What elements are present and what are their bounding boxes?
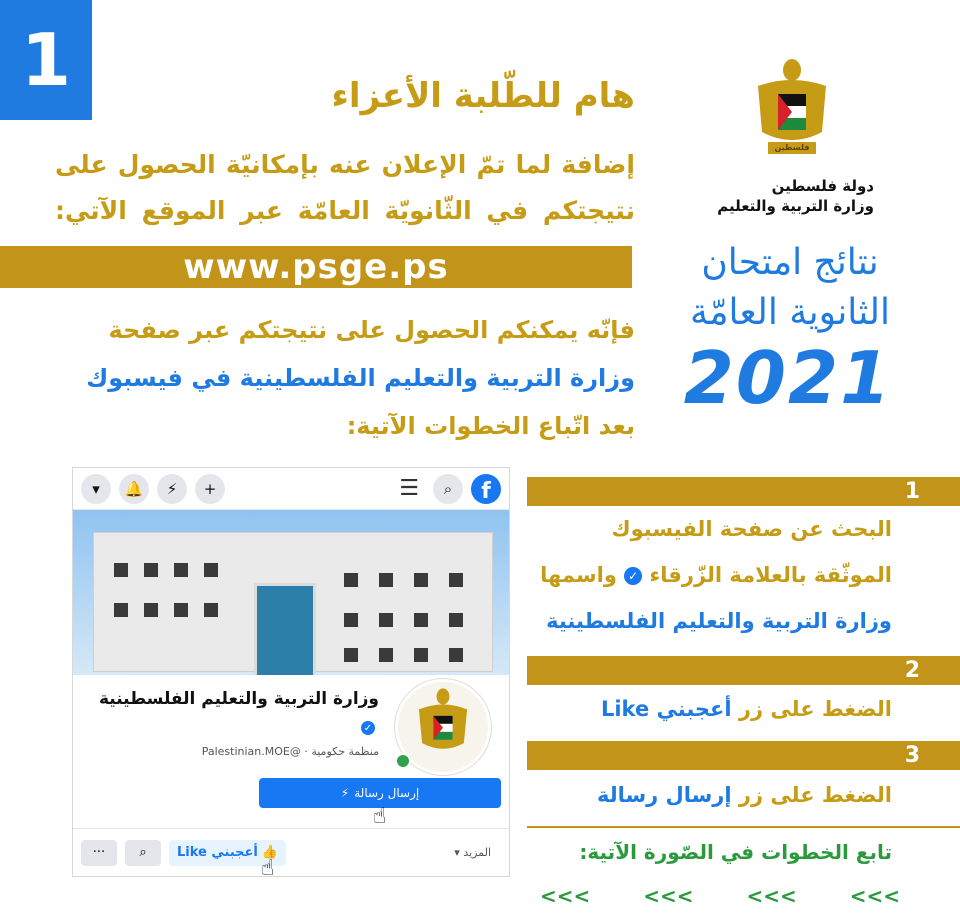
hand-cursor-icon: ☝	[373, 804, 387, 829]
cta-line-2: وزارة التربية والتعليم الفلسطينية في فيسبوك	[86, 364, 635, 392]
more-options-button[interactable]: ···	[81, 840, 117, 866]
more-tab[interactable]: المزيد ▾	[454, 846, 491, 859]
thumbs-up-icon: 👍	[261, 845, 279, 860]
arrow-icon: <<<	[540, 884, 591, 908]
results-line-2: الثانوية العامّة	[689, 292, 891, 333]
step-1-text	[532, 506, 892, 644]
step-2-action: الضغط على زر	[738, 697, 892, 721]
state-line-1: دولة فلسطين	[771, 177, 874, 195]
facebook-instructions	[55, 306, 635, 450]
number-badge: 1	[0, 0, 92, 120]
page-search-button[interactable]: ⌕	[125, 840, 161, 866]
cta-line-3: بعد اتّباع الخطوات الآتية:	[346, 412, 635, 440]
step-1-header: 1	[527, 477, 960, 506]
intro-text: إضافة لما تمّ الإعلان عنه بإمكانيّة الحصول على نتيجتكم في الثّانويّة العامّة عبر الموقع الآتي:	[55, 150, 635, 225]
step-3-target: إرسال رسالة	[596, 783, 732, 807]
online-status-dot	[395, 753, 411, 769]
section-divider	[527, 826, 960, 828]
plus-icon[interactable]: +	[195, 474, 225, 504]
facebook-logo-icon[interactable]: f	[471, 474, 501, 504]
building-image	[93, 532, 493, 672]
seal-caption: فلسطين	[774, 143, 810, 152]
step-1-line-2: الموثّقة بالعلامة الزّرقاء ✓ واسمها	[540, 563, 892, 587]
message-button-label: إرسال رسالة	[354, 786, 420, 800]
step-2-target: أعجبني Like	[600, 697, 732, 721]
page-actions-bar	[73, 828, 509, 876]
verified-badge-icon: ✓	[361, 721, 375, 735]
facebook-page-mockup	[72, 467, 510, 877]
arrow-icon: <<<	[746, 884, 797, 908]
facebook-top-bar	[73, 468, 509, 510]
notifications-icon[interactable]: 🔔	[119, 474, 149, 504]
search-icon[interactable]: ⌕	[433, 474, 463, 504]
page-heading: هام للطّلبة الأعزاء	[331, 76, 635, 116]
follow-steps-text: تابع الخطوات في الصّورة الآتية:	[579, 840, 892, 864]
menu-icon[interactable]: ☰	[399, 476, 419, 501]
state-name	[712, 176, 874, 216]
arrow-icon: <<<	[849, 884, 900, 908]
like-button-label: أعجبني Like	[177, 845, 258, 860]
account-dropdown-icon[interactable]: ▾	[81, 474, 111, 504]
results-title	[660, 238, 920, 338]
arrow-indicators	[540, 884, 900, 908]
messenger-icon: ⚡	[340, 786, 350, 800]
step-1-line-1: البحث عن صفحة الفيسبوك	[611, 517, 892, 541]
step-1-line-3: وزارة التربية والتعليم الفلسطينية	[546, 609, 892, 633]
results-line-1: نتائج امتحان	[701, 242, 879, 283]
eagle-emblem-icon	[398, 682, 488, 772]
page-category-handle: منظمة حكومية · @Palestinian.MOE	[201, 745, 379, 758]
cta-line-1: فإنّه يمكنكم الحصول على نتيجتكم عبر صفحة	[108, 316, 635, 344]
messenger-icon[interactable]: ⚡	[157, 474, 187, 504]
step-3-header: 3	[527, 741, 960, 770]
profile-section	[73, 675, 509, 795]
arrow-icon: <<<	[643, 884, 694, 908]
hand-cursor-icon: ☝	[261, 856, 275, 877]
step-3-action: الضغط على زر	[738, 783, 892, 807]
state-line-2: وزارة التربية والتعليم	[717, 197, 874, 215]
building-tower	[254, 583, 316, 675]
page-name[interactable]: وزارة التربية والتعليم الفلسطينية	[98, 689, 379, 709]
step-3-text	[532, 772, 892, 818]
ministry-logo	[712, 56, 874, 216]
cover-photo	[73, 510, 509, 675]
step-2-header: 2	[527, 656, 960, 685]
verified-check-icon: ✓	[624, 567, 642, 585]
website-url-bar[interactable]: www.psge.ps	[0, 246, 632, 288]
results-year: 2021	[683, 336, 893, 420]
step-2-text	[532, 686, 892, 732]
